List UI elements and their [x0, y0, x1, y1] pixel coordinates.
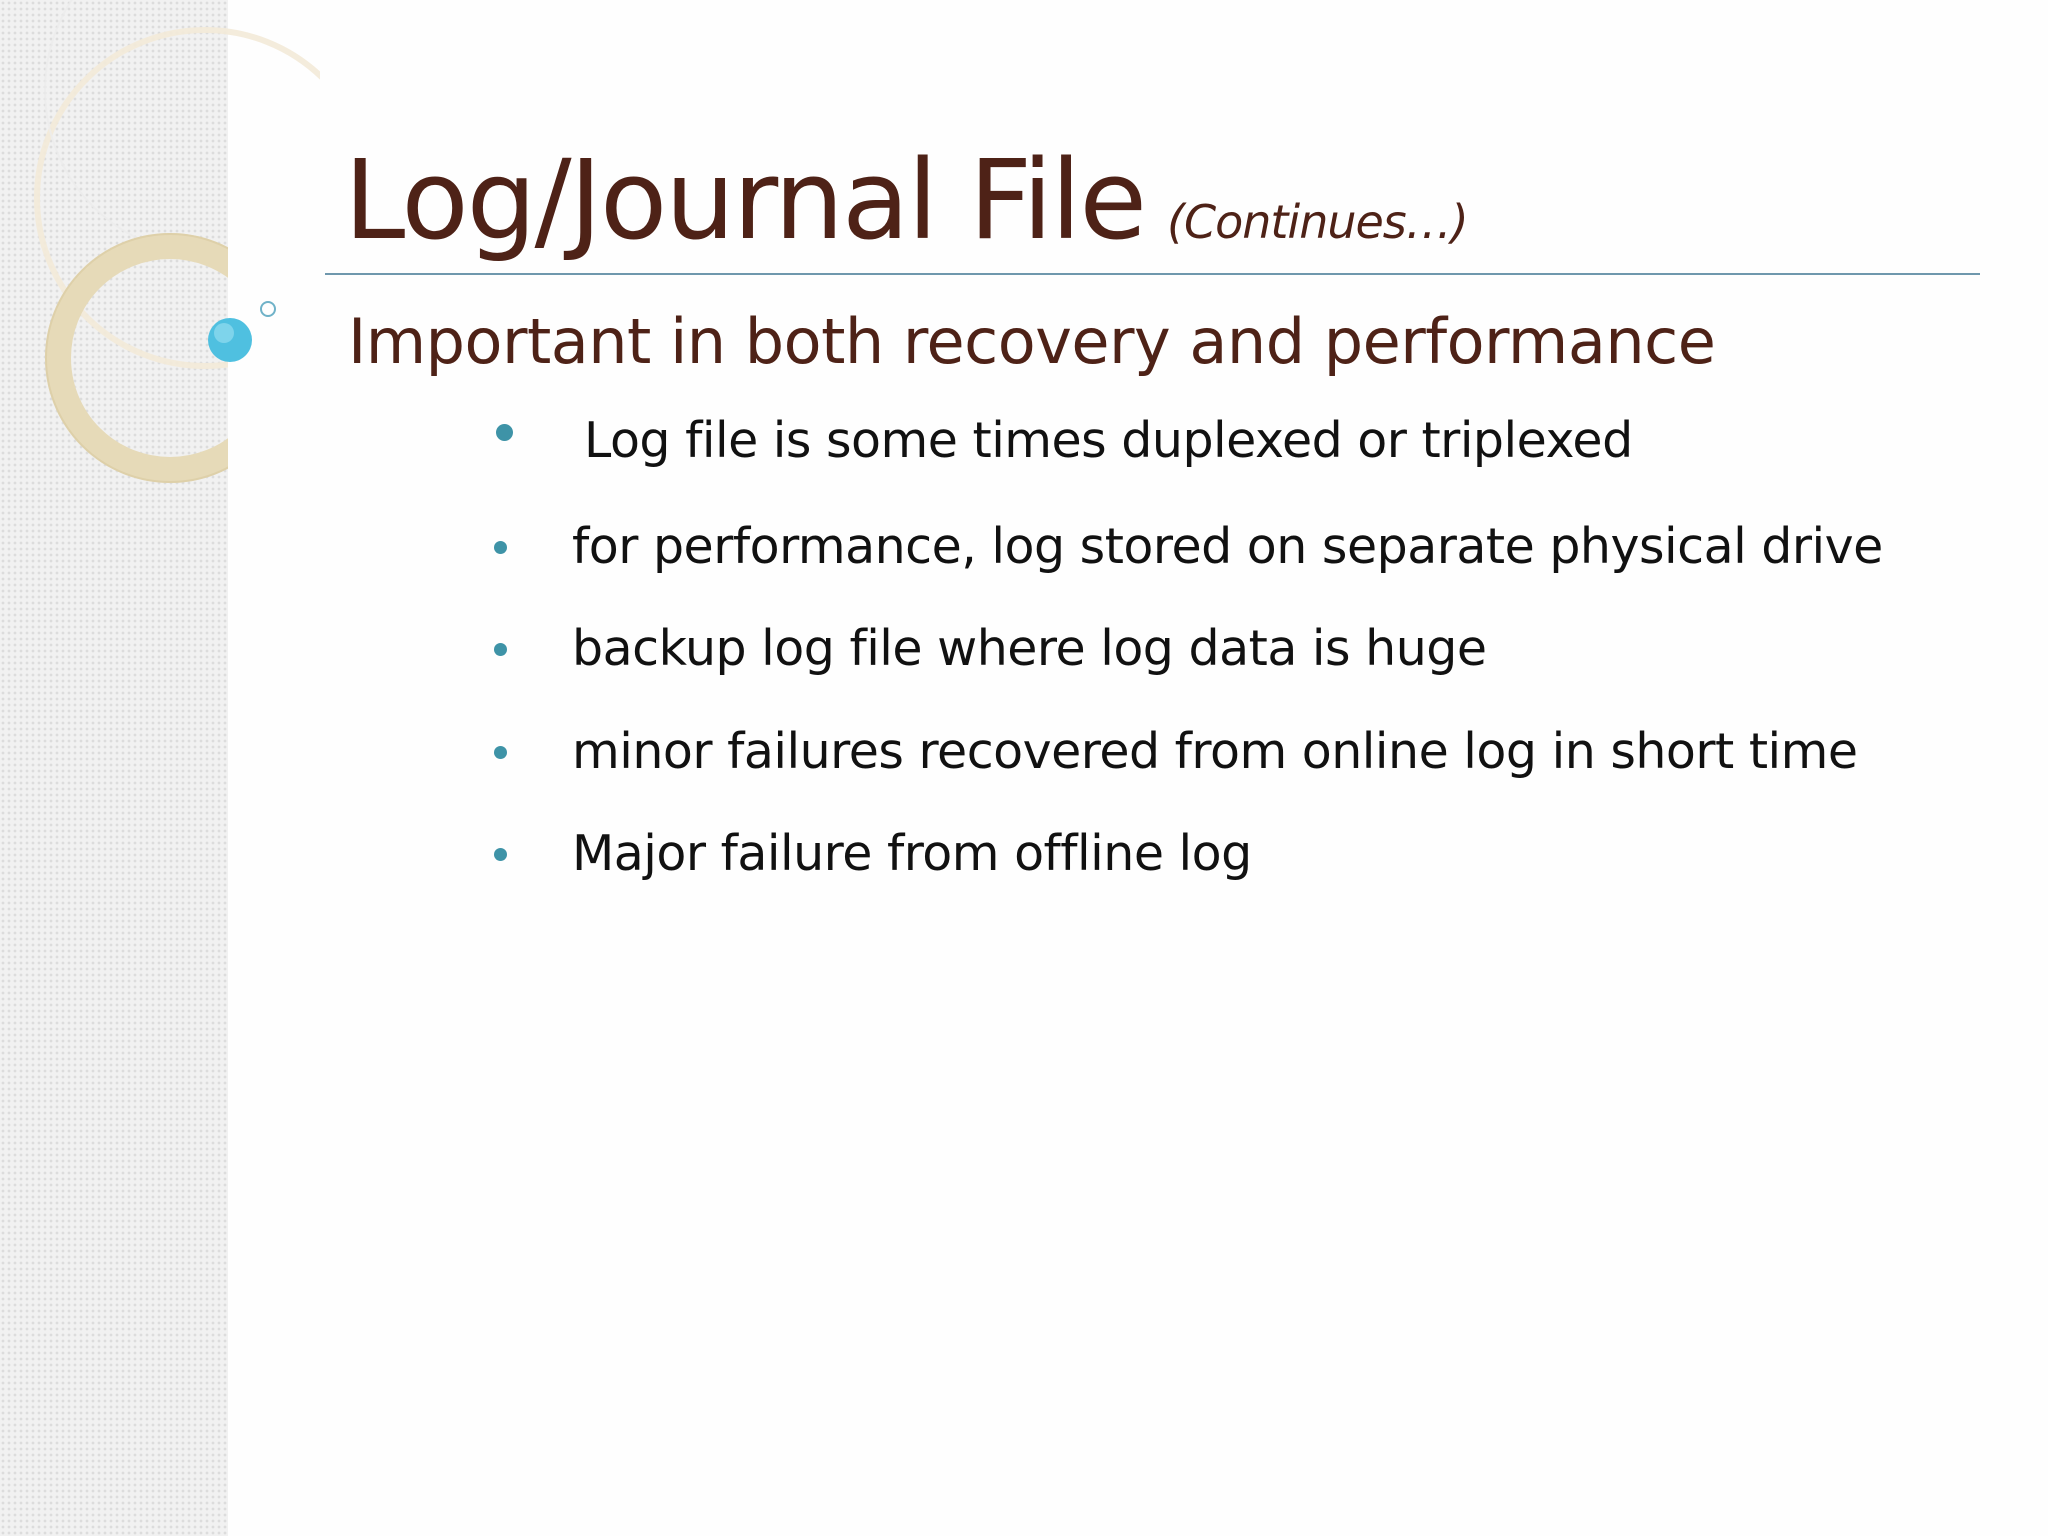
ring-ornament-icon: [0, 0, 320, 520]
blue-dot-icon: [208, 318, 252, 362]
lead-line: Important in both recovery and performance: [348, 305, 1716, 378]
bullet-dot-icon: [496, 424, 513, 441]
slide-title: Log/Journal File: [344, 136, 1146, 264]
slide-subtitle: (Continues…): [1167, 195, 1468, 249]
title-divider: [325, 273, 1980, 275]
bullet-text: minor failures recovered from online log in short time: [572, 723, 1858, 780]
bullet-dot-icon: [494, 541, 507, 554]
bullet-dot-icon: [494, 746, 507, 759]
bullet-text: Log file is some times duplexed or triplexed: [584, 412, 1633, 469]
bullet-text: backup log file where log data is huge: [572, 620, 1487, 677]
bullet-text: for performance, log stored on separate physical drive: [572, 518, 1883, 575]
bullet-dot-icon: [494, 848, 507, 861]
bullet-dot-icon: [494, 643, 507, 656]
bullet-text: Major failure from offline log: [572, 825, 1252, 882]
title-row: [344, 130, 1468, 270]
